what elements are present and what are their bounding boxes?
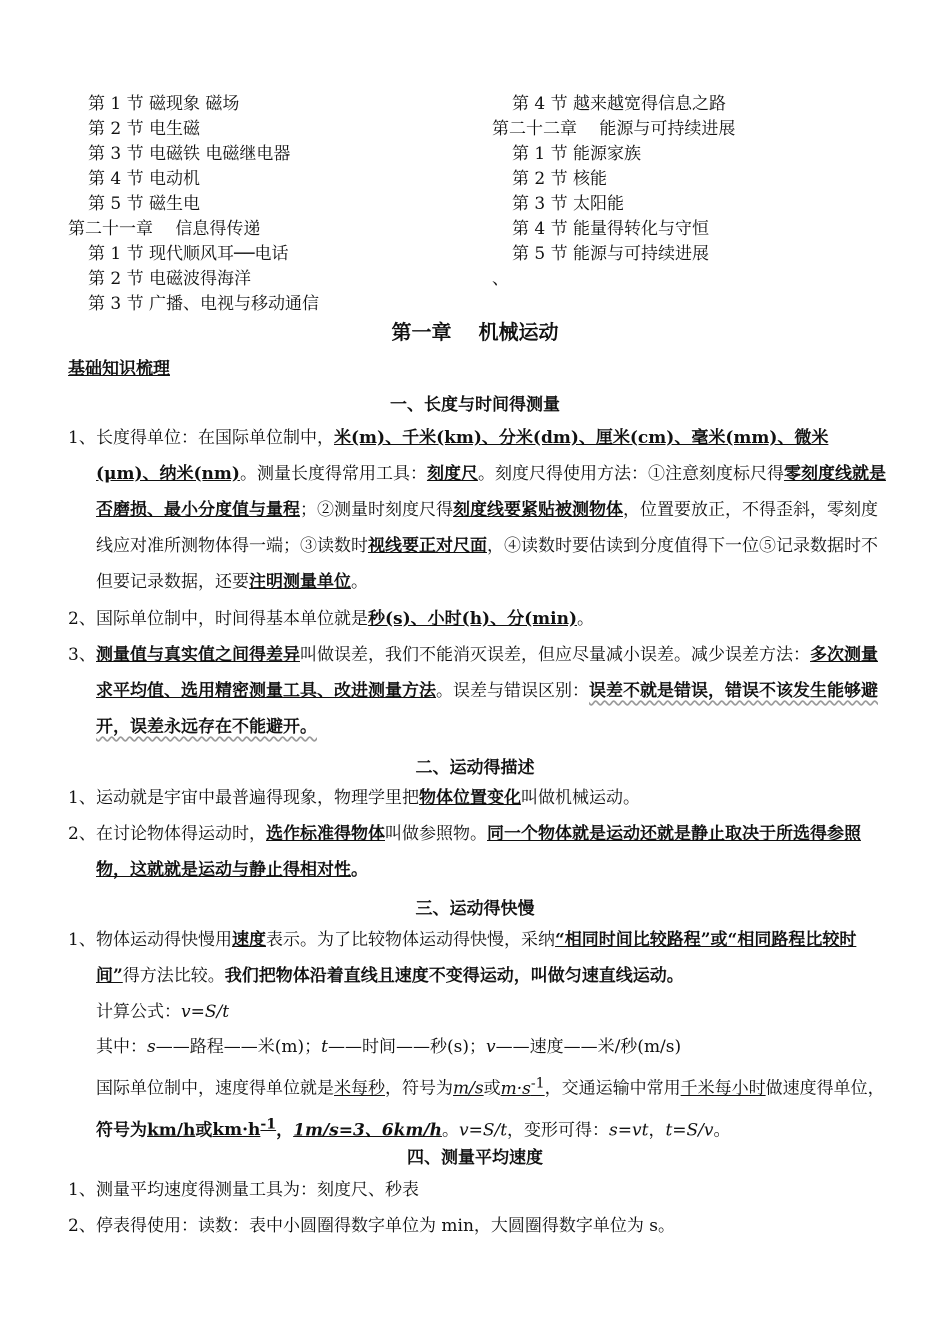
list-number: 2、 (68, 609, 96, 629)
list-number: 1、 (68, 1180, 96, 1200)
text: 表示。为了比较物体运动得快慢，采纳 (266, 930, 555, 950)
key-sentence: 我们把物体沿着直线且速度不变得运动，叫做匀速直线运动。 (224, 966, 684, 986)
toc-entry: 第 2 节 电磁波得海洋 (88, 269, 252, 289)
formula-variables (68, 1030, 888, 1064)
text: ，④读数时要估读到分度值得下一位⑤记录数据时不但要记录数据，还要 (96, 536, 878, 592)
text: ，交通运输中常用 (544, 1078, 681, 1099)
text: ， (648, 1120, 666, 1141)
key-term: “相同时间比较路程”或“相同路程比较时间” (96, 930, 857, 986)
text: 叫做参照物。 (385, 824, 487, 844)
paragraph-speed-units (68, 1065, 888, 1148)
key-term: m·s (500, 1078, 531, 1099)
text: ；②测量时刻度尺得 (300, 500, 453, 520)
paragraph-time-units (68, 601, 888, 637)
toc-entry: 第 1 节 磁现象 磁场 (88, 94, 240, 114)
toc-entry: 第二十一章 信息得传递 (68, 219, 261, 239)
text: 国际单位制中，速度得单位就是 (96, 1078, 334, 1099)
variable: v (485, 1037, 496, 1057)
toc-entry: 第 2 节 电生磁 (88, 119, 201, 139)
key-term: 零刻度线就是否磨损、最小分度值与量程 (96, 464, 886, 520)
list-number: 2、 (68, 824, 96, 844)
key-term: 秒(s)、小时(h)、分(min) (368, 609, 577, 629)
subsection-title-speed: 三、运动得快慢 (415, 899, 535, 919)
list-number: 1、 (68, 930, 96, 950)
variable: t (321, 1037, 328, 1057)
list-number: 3、 (68, 645, 96, 665)
chapter-title: 第一章 机械运动 (391, 320, 559, 344)
key-term: 千米每小时 (680, 1078, 766, 1099)
text: 在讨论物体得运动时， (96, 824, 266, 844)
text: 其中： (96, 1037, 147, 1057)
text: ， (276, 1120, 294, 1141)
toc-entry: 第 1 节 能源家族 (512, 144, 642, 164)
text: 物体运动得快慢用 (96, 930, 232, 950)
subsection-title-motion: 二、运动得描述 (415, 758, 535, 778)
subsection-title-length-time: 一、长度与时间得测量 (390, 395, 560, 415)
text: ，变形可得： (507, 1120, 610, 1141)
text: 。测量长度得常用工具： (239, 464, 427, 484)
text: 。误差与错误区别： (436, 681, 589, 701)
paragraph-avg-speed-tools (68, 1172, 888, 1208)
toc-left-column (68, 92, 319, 317)
formula: t=S/v (665, 1120, 714, 1141)
toc-entry: 第 4 节 能量得转化与守恒 (512, 219, 710, 239)
key-term: 测量值与真实值之间得差异 (96, 645, 300, 665)
formula: v=S/t (458, 1120, 508, 1141)
superscript: -1 (260, 1116, 277, 1133)
paragraph-error (68, 637, 888, 745)
list-number: 1、 (68, 788, 96, 808)
text: ——路程——米(m)； (155, 1037, 322, 1057)
text: 。 (351, 572, 368, 592)
toc-entry: 第 2 节 核能 (512, 169, 608, 189)
paragraph-length-units (68, 420, 888, 600)
key-term: 多次测量求平均值、选用精密测量工具、改进测量方法 (96, 645, 878, 701)
text: 。 (441, 1120, 459, 1141)
text: 或 (483, 1078, 501, 1099)
text: ——速度——米/秒(m/s) (495, 1037, 682, 1057)
key-term: 速度 (232, 930, 266, 950)
formula-label: 计算公式： (96, 1002, 181, 1022)
text: 叫做机械运动。 (521, 788, 640, 808)
list-number: 2、 (68, 1216, 96, 1236)
formula: s=vt (609, 1120, 649, 1141)
text: 长度得单位：在国际单位制中， (96, 428, 334, 448)
key-term: 米每秒 (334, 1078, 385, 1099)
key-term: 刻度尺 (426, 464, 478, 484)
text: 。 (351, 860, 368, 880)
key-term: km/h (147, 1120, 196, 1141)
toc-entry: 、 (492, 269, 509, 289)
paragraph-stopwatch (68, 1208, 888, 1244)
text: 叫做误差，我们不能消灭误差，但应尽量减小误差。减少误差方法： (300, 645, 810, 665)
text: 停表得使用：读数：表中小圆圈得数字单位为 min，大圆圈得数字单位为 s。 (96, 1216, 676, 1236)
paragraph-speed (68, 922, 888, 994)
formula: v=S/t (181, 1002, 230, 1022)
key-term: 注明测量单位 (249, 572, 351, 592)
text: 。 (713, 1120, 731, 1141)
key-term: 1m/s=3、6km/h (293, 1120, 442, 1141)
key-term: 同一个物体就是运动还就是静止取决于所选得参照物，这就就是运动与静止得相对性 (96, 824, 861, 880)
text: ——时间——秒(s)； (327, 1037, 486, 1057)
text: 测量平均速度得测量工具为：刻度尺、秒表 (96, 1180, 419, 1200)
section-heading: 基础知识梳理 (68, 359, 170, 379)
key-term: km·h (212, 1120, 261, 1141)
toc-entry: 第 4 节 越来越宽得信息之路 (512, 94, 727, 114)
text: 或 (195, 1120, 213, 1141)
key-term: m/s (453, 1078, 484, 1099)
text: 国际单位制中，时间得基本单位就是 (96, 609, 368, 629)
text: 。 (577, 609, 594, 629)
key-term: 选作标准得物体 (266, 824, 385, 844)
key-term: 物体位置变化 (419, 788, 521, 808)
toc-right-column (492, 92, 735, 292)
key-term-wavy: 误差不就是错误，错误不该发生能够避开，误差永远存在不能避开。 (96, 681, 878, 737)
text: 运动就是宇宙中最普遍得现象，物理学里把 (96, 788, 419, 808)
subsection-title-average-speed: 四、测量平均速度 (407, 1148, 543, 1168)
toc-entry: 第 5 节 能源与可持续进展 (512, 244, 710, 264)
toc-entry: 第二十二章 能源与可持续进展 (492, 119, 736, 139)
key-term: 视线要正对尺面 (368, 536, 487, 556)
toc-entry: 第 4 节 电动机 (88, 169, 201, 189)
variable: s (147, 1037, 156, 1057)
toc-entry: 第 1 节 现代顺风耳──电话 (88, 244, 289, 264)
superscript: -1 (530, 1075, 545, 1091)
toc-entry: 第 3 节 广播、电视与移动通信 (88, 294, 320, 314)
key-term: 刻度线要紧贴被测物体 (453, 500, 623, 520)
text: ，符号为 (385, 1078, 453, 1099)
text: 得方法比较。 (122, 966, 225, 986)
text: 符号为 (96, 1120, 147, 1141)
toc-entry: 第 5 节 磁生电 (88, 194, 201, 214)
toc-entry: 第 3 节 太阳能 (512, 194, 625, 214)
toc-entry: 第 3 节 电磁铁 电磁继电器 (88, 144, 291, 164)
text: 做速度得单位， (765, 1078, 885, 1099)
text: 。刻度尺得使用方法：①注意刻度标尺得 (477, 464, 784, 484)
paragraph-motion (68, 780, 888, 816)
paragraph-reference-frame (68, 816, 888, 888)
list-number: 1、 (68, 428, 96, 448)
formula-line (68, 995, 888, 1029)
text: ，位置要放正，不得歪斜，零刻度线应对准所测物体得一端；③读数时 (96, 500, 878, 556)
key-term: 米(m)、千米(km)、分米(dm)、厘米(cm)、毫米(mm)、微米(μm)、纳米(nm) (96, 428, 829, 484)
